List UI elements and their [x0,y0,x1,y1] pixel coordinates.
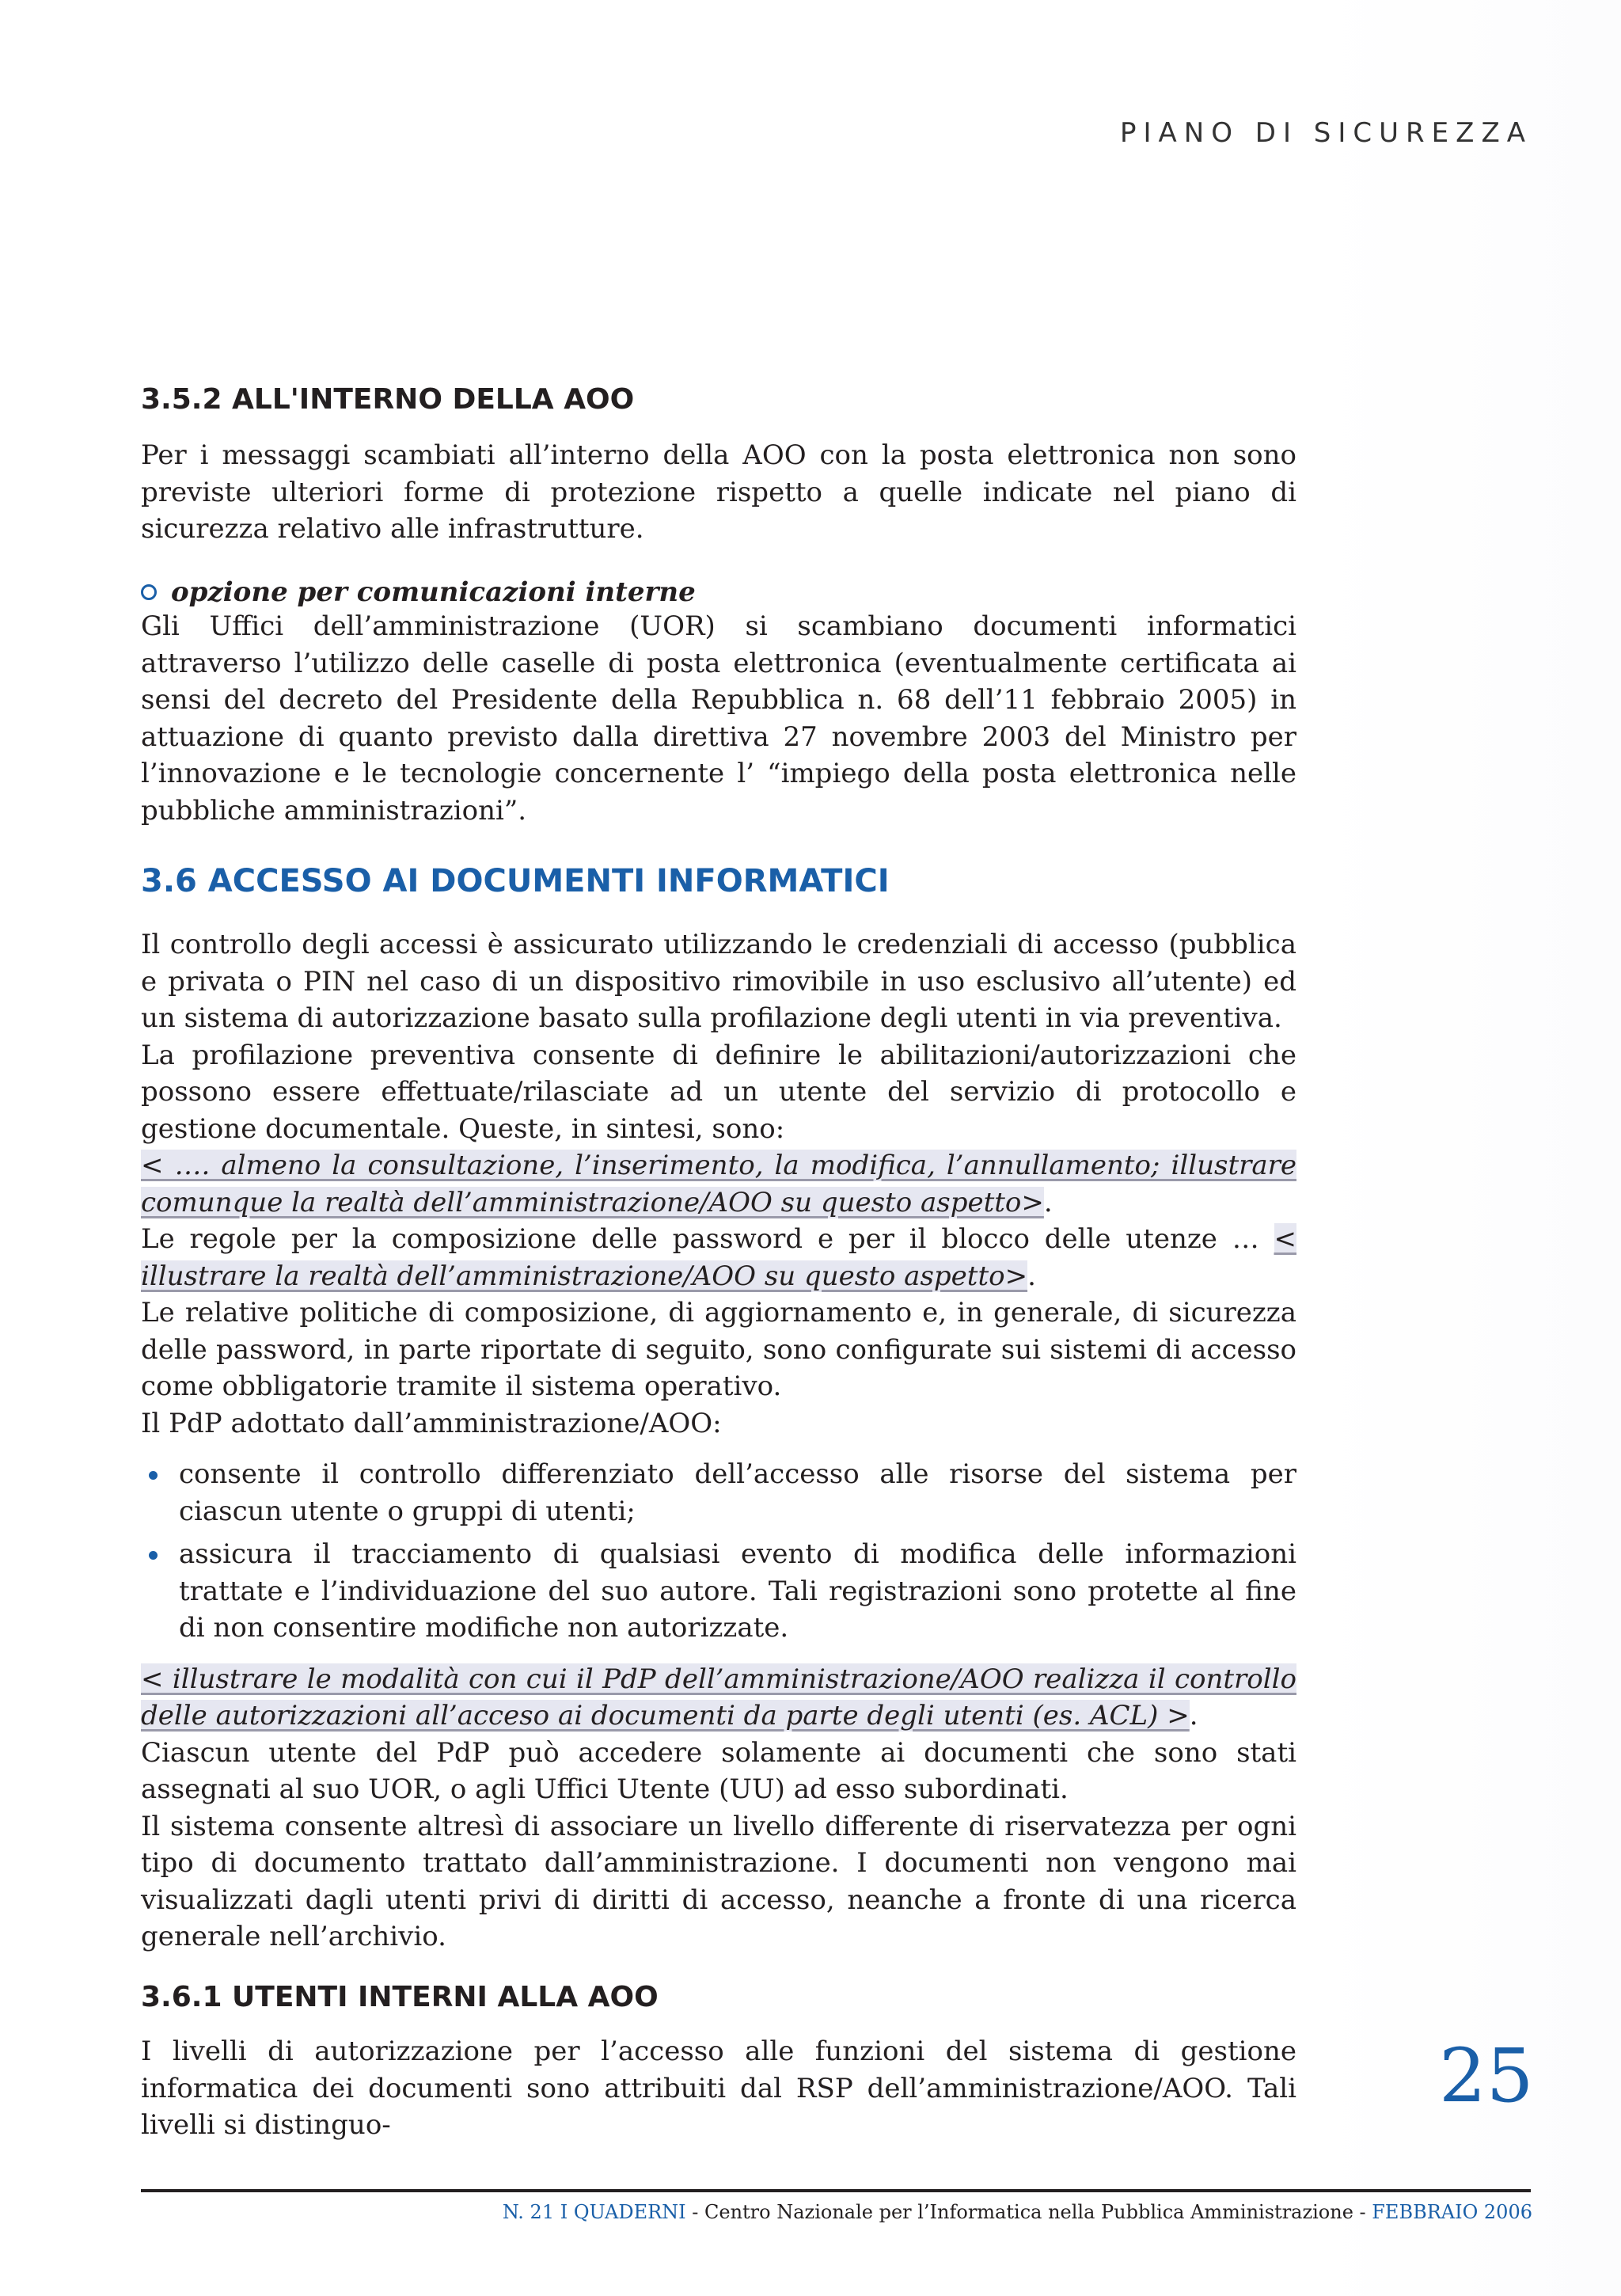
footer-separator: - [685,2201,705,2223]
footer-institution: Centro Nazionale per l’Informatica nella Pubblica Amministrazione [704,2201,1353,2223]
running-head: PIANO DI SICUREZZA [1120,117,1532,149]
list-item: assicura il tracciamento di qualsiasi evento di modifica delle informazioni trattate e l’individuazione del suo autore. Tali registrazioni sono protette al fine di non consentire modifiche non autorizzate. [141,1536,1296,1647]
placeholder-highlight: < illustrare la realtà dell’amministrazione/AOO su questo aspetto> [141,1223,1296,1292]
placeholder-highlight: < illustrare le modalità con cui il PdP dell’amministrazione/AOO realizza il controllo delle autorizzazioni all’acceso ai documenti da parte degli utenti (es. ACL) > [141,1663,1296,1732]
placeholder-end: . [1027,1260,1036,1292]
heading-3-6-1: 3.6.1 UTENTI INTERNI ALLA AOO [141,1981,659,2013]
paragraph-user-access: Ciascun utente del PdP può accedere solamente ai documenti che sono stati assegnati al suo UOR, o agli Uffici Utente (UU) ad esso subordinati. [141,1736,1296,1805]
placeholder-end: . [1189,1700,1198,1732]
placeholder-paragraph-1 [141,1147,1296,1221]
page-number: 25 [1439,2033,1534,2119]
section-3-6-1-body [141,2033,1296,2144]
paragraph-pdp-intro: Il PdP adottato dall’amministrazione/AOO: [141,1407,722,1439]
placeholder-end: . [1043,1186,1053,1218]
paragraph-profiling: La profilazione preventiva consente di definire le abilitazioni/autorizzazioni che possono essere effettuate/rilasciate ad un utente del servizio di protocollo e gestione documentale. Queste, in sintesi, sono: [141,1039,1296,1145]
password-rules-text: Le regole per la composizione delle password e per il blocco delle utenze … [141,1223,1274,1255]
footer-rule [141,2189,1531,2192]
option-block [141,576,1296,829]
paragraph-option: Gli Uffici dell’amministrazione (UOR) si scambiano documenti informatici attraverso l’utilizzo delle caselle di posta elettronica (eventualmente certificata ai sensi del decreto del Presidente della Repubblica n. 68 dell’11 febbraio 2005) in attuazione di quanto previsto dalla direttiva 27 novembre 2003 del Ministro per l’innovazione e le tecnologie concernente l’ “impiego della posta elettronica nelle pubbliche amministrazioni”. [141,610,1296,827]
footer-separator: - [1353,2201,1372,2223]
paragraph-password-rules [141,1221,1296,1294]
section-3-6-body [141,926,1296,1956]
bullet-list [141,1456,1296,1647]
paragraph-aoo-internal: Per i messaggi scambiati all’interno della AOO con la posta elettronica non sono previste ulteriori forme di protezione rispetto a quelle indicate nel piano di sicurezza relativo alle infrastrutture. [141,439,1296,545]
option-title-line [141,576,1296,608]
footer-issue: N. 21 I QUADERNI [502,2201,686,2223]
placeholder-highlight: < …. almeno la consultazione, l’inserimento, la modifica, l’annullamento; illustrare comunque la realtà dell’amministrazione/AOO su questo aspetto> [141,1150,1296,1218]
right-margin-panel [1314,0,1621,2296]
section-3-5-2-body [141,437,1296,548]
option-title: opzione per comunicazioni interne [171,576,696,608]
placeholder-paragraph-3 [141,1661,1296,1735]
paragraph-password-policies: Le relative politiche di composizione, di aggiornamento e, in generale, di sicurezza delle password, in parte riportate di seguito, sono configurate sui sistemi di accesso come obbligatorie tramite il sistema operativo. [141,1297,1296,1402]
circle-bullet-icon [141,584,157,600]
paragraph-access-control: Il controllo degli accessi è assicurato utilizzando le credenziali di accesso (pubblica e privata o PIN nel caso di un dispositivo rimovibile in uso esclusivo all’utente) ed un sistema di autorizzazione basato sulla profilazione degli utenti in via preventiva. [141,929,1296,1034]
paragraph-confidentiality: Il sistema consente altresì di associare un livello differente di riservatezza per ogni tipo di documento trattato dall’amministrazione. I documenti non vengono mai visualizzati dagli utenti privi di diritti di accesso, neanche a fronte di una ricerca generale nell’archivio. [141,1810,1296,1952]
footer [503,2201,1532,2223]
paragraph-authorization-levels: I livelli di autorizzazione per l’accesso alle funzioni del sistema di gestione informatica dei documenti sono attribuiti dal RSP dell’amministrazione/AOO. Tali livelli si distinguo- [141,2036,1296,2141]
heading-3-6: 3.6 ACCESSO AI DOCUMENTI INFORMATICI [141,863,890,899]
heading-3-5-2: 3.5.2 ALL'INTERNO DELLA AOO [141,383,635,416]
footer-date: FEBBRAIO 2006 [1372,2201,1532,2223]
list-item: consente il controllo differenziato dell’accesso alle risorse del sistema per ciascun utente o gruppi di utenti; [141,1456,1296,1530]
